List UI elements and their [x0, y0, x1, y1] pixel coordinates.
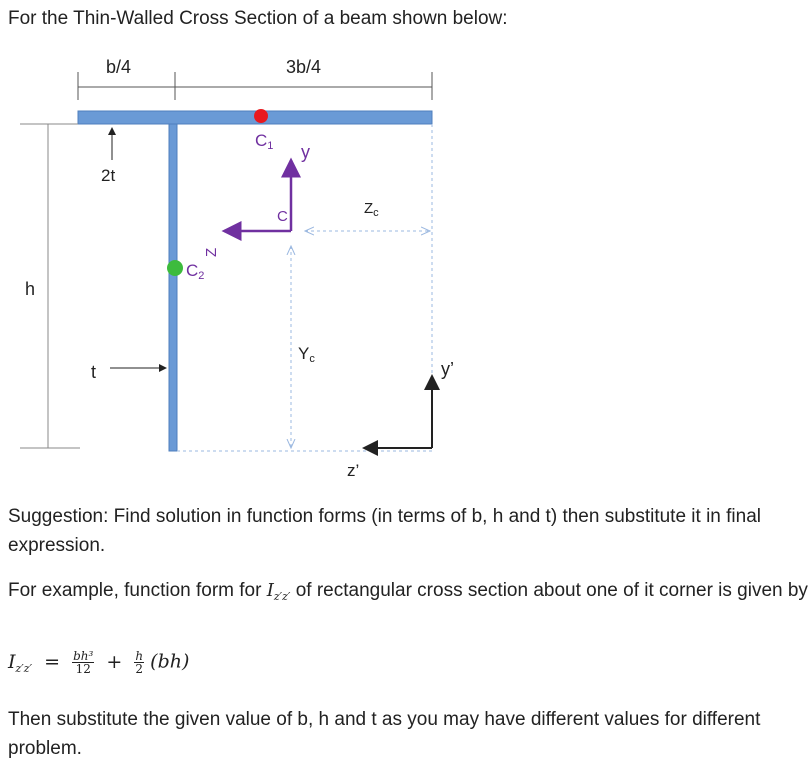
dashed-guides [177, 124, 432, 451]
vertical-web [169, 124, 177, 451]
substitute-text: Then substitute the given value of b, h and t as you may have different values for different problem. [8, 709, 761, 759]
moment-of-inertia-formula [8, 650, 189, 675]
label-c1: C1 [255, 131, 274, 152]
label-b-quarter: b/4 [106, 57, 132, 77]
example-moment-variable: $I_{z'z'}$ [266, 580, 291, 603]
label-z: Z [203, 247, 220, 257]
formula-plus: + [106, 650, 123, 673]
label-y-prime: y’ [441, 359, 454, 379]
label-2t: 2t [101, 166, 116, 185]
label-c2: C2 [186, 261, 205, 282]
suggestion-text: Suggestion: Find solution in function forms (in terms of b, h and t) then substitute it in final expression. [8, 506, 762, 556]
formula-equals: = [44, 650, 61, 673]
example-text [8, 576, 808, 611]
page-title: For the Thin-Walled Cross Section of a beam shown below: [8, 8, 508, 29]
reference-axes [364, 376, 432, 448]
top-dimension [78, 72, 432, 100]
example-text-after: of rectangular cross section about one of it corner is given by [290, 580, 808, 601]
label-z-prime: z’ [347, 461, 360, 480]
label-y: y [301, 142, 310, 162]
label-zc: $Z_c$ [364, 200, 379, 219]
formula-term2-tail: (bh) [150, 650, 190, 673]
formula-term2: $\frac{h}{2}$ [135, 649, 144, 676]
formula-lhs: $I_{z'z'}$ [8, 650, 33, 675]
label-c: C [277, 208, 288, 225]
label-t: t [91, 362, 97, 382]
c1-point [254, 109, 268, 123]
label-yc: Yc [298, 344, 315, 365]
label-three-b-quarter: 3b/4 [286, 57, 322, 77]
label-h: h [25, 279, 36, 299]
formula-term1: $\frac{\text{bh³}}{12}$ [73, 649, 94, 676]
example-text-before: For example, function form for [8, 580, 267, 601]
c2-point [167, 260, 183, 276]
